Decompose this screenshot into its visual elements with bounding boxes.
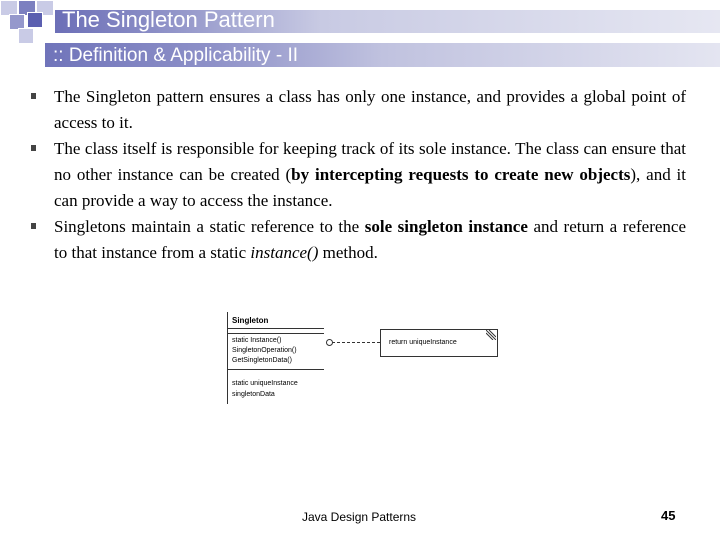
bullet-text: instance() [250, 243, 319, 262]
uml-divider [228, 328, 324, 329]
uml-attributes [232, 378, 298, 400]
footer-text: Java Design Patterns [302, 510, 417, 524]
deco-square [18, 28, 34, 44]
bullet-text: by intercepting requests to create new objects [291, 165, 631, 184]
uml-operation: SingletonOperation() [232, 347, 297, 354]
uml-note [380, 329, 498, 357]
uml-operation: GetSingletonData() [232, 357, 292, 364]
bullet-text: method. [318, 243, 378, 262]
uml-class-box [227, 312, 324, 404]
bullet-text: Singletons maintain a static reference to the [54, 217, 365, 236]
bullet-list [31, 84, 686, 266]
uml-attribute: singletonData [232, 391, 275, 398]
bullet-text: sole singleton instance [364, 217, 528, 236]
uml-note-connector [332, 342, 380, 343]
uml-operations [232, 336, 297, 366]
slide-subtitle: :: Definition & Applicability - II [53, 45, 298, 66]
slide-title: The Singleton Pattern [62, 7, 275, 32]
uml-attribute: static uniqueInstance [232, 380, 298, 387]
uml-class-name: Singleton [232, 316, 269, 325]
bullet-text: and return a reference to that instance from a static [54, 217, 686, 262]
bullet-text: The Singleton pattern ensures a class has only one instance, and provides a global point of access to it. [54, 87, 686, 132]
bullet-item [31, 136, 686, 214]
bullet-item [31, 214, 686, 266]
page-number: 45 [661, 508, 676, 523]
uml-divider [228, 369, 324, 370]
bullet-text: The class itself is responsible for keeping track of its sole instance. The class can ensure that no other instance can be created ( [54, 139, 686, 184]
uml-note-text: return uniqueInstance [389, 339, 457, 346]
square-bullet-icon [31, 223, 36, 229]
uml-operation: static Instance() [232, 337, 282, 344]
bullet-text: ), and it can provide a way to access the instance. [54, 165, 686, 210]
note-fold-icon [486, 330, 496, 340]
square-bullet-icon [31, 93, 36, 99]
uml-divider [228, 333, 324, 334]
bullet-item [31, 84, 686, 136]
square-bullet-icon [31, 145, 36, 151]
uml-diagram [224, 312, 499, 407]
deco-square [27, 12, 43, 28]
